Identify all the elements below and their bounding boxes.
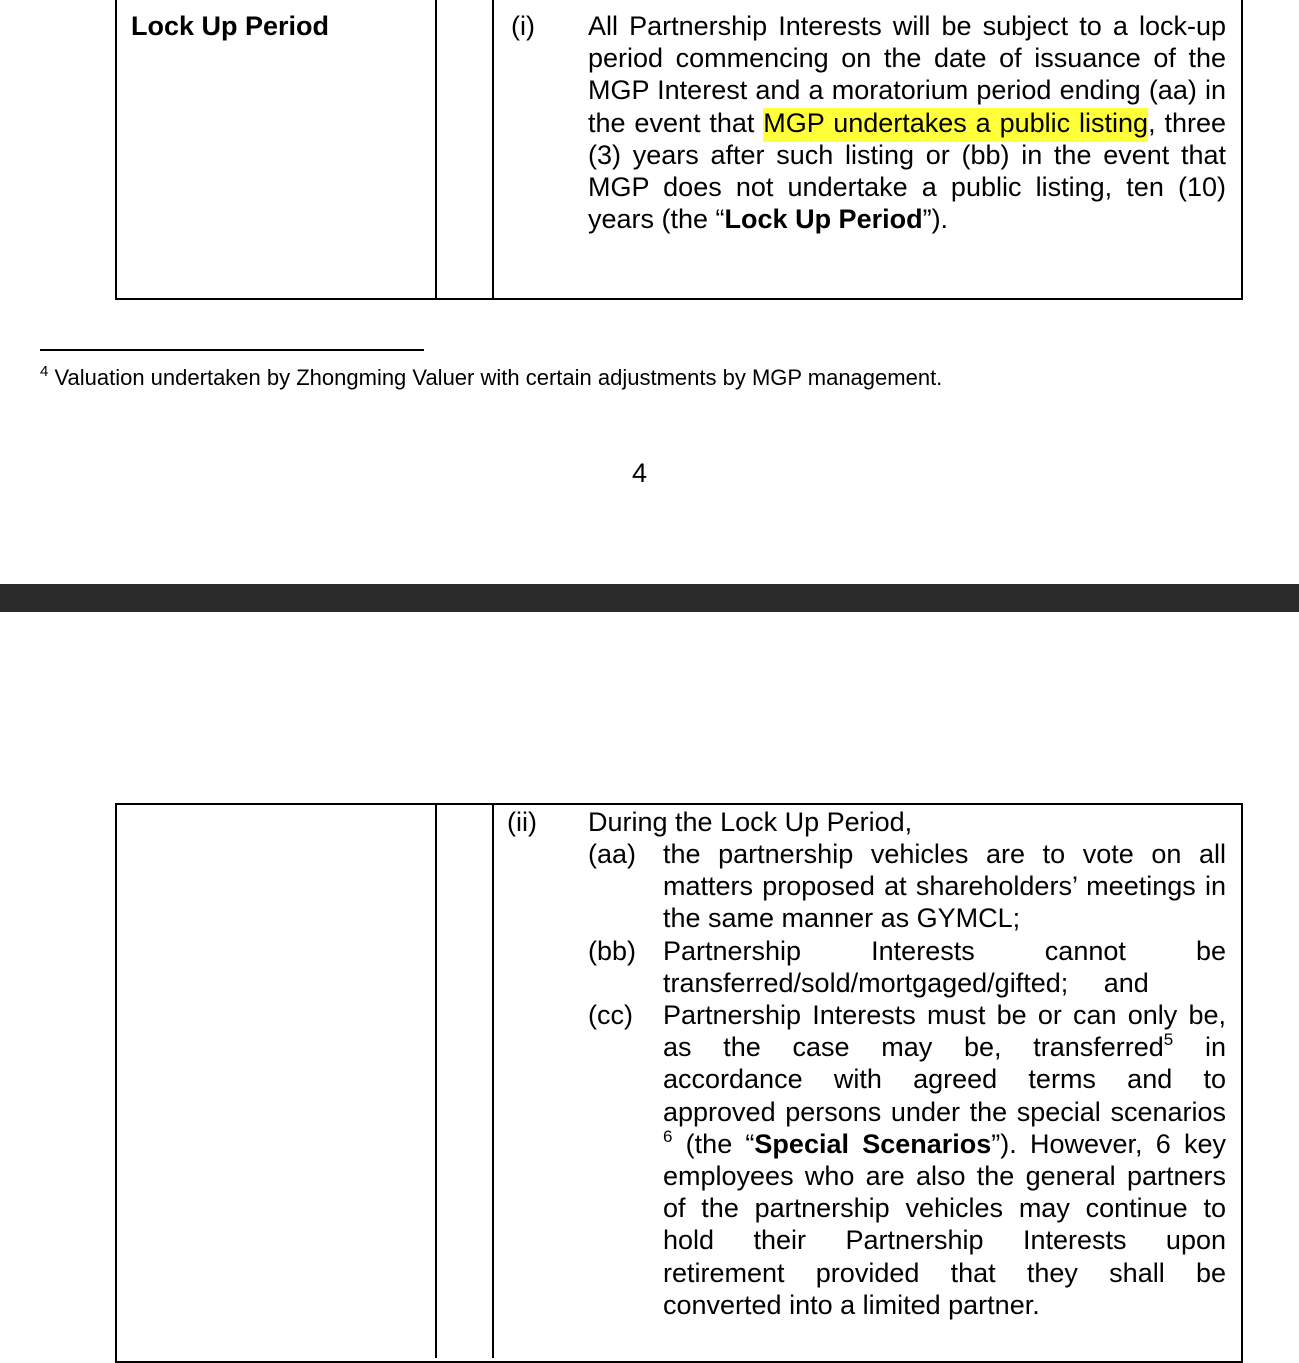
subitem-cc-text-part: ”). However, 6 key employees who are also the general partners of the partnership vehicles may continue to hold their Partnership Interests upon retirement provided that they shall be converted into a limited partner. <box>663 1128 1226 1320</box>
subitem-cc-text-part: in accordance with agreed terms and to approved persons under the special scenarios <box>663 1032 1226 1127</box>
page-number: 4 <box>632 458 648 488</box>
column-divider <box>492 0 494 300</box>
highlighted-text: MGP undertakes a public listing <box>763 108 1148 142</box>
footnote-separator <box>40 349 424 351</box>
subitem-cc-text <box>663 999 1226 1321</box>
defined-term: Special Scenarios <box>754 1128 992 1159</box>
subitem-label-aa: (aa) <box>588 839 637 869</box>
item-i-text-continued: , three (3) years after such listing or (bb) in the event that MGP does not undertake a public listing, ten (10) years (the “ <box>588 107 1226 235</box>
item-label-i: (i) <box>511 11 535 41</box>
footnote-text: Valuation undertaken by Zhongming Valuer with certain adjustments by MGP management. <box>54 365 943 390</box>
column-divider <box>435 803 437 1358</box>
page-separator <box>0 584 1299 612</box>
column-divider <box>492 803 494 1358</box>
subitem-cc-text-part: Partnership Interests must be or can only be, as the case may be, transferred <box>663 1000 1226 1063</box>
subitem-aa-text: the partnership vehicles are to vote on all matters proposed at shareholders’ meetings in the same manner as GYMCL; <box>663 839 1226 934</box>
row-heading: Lock Up Period <box>131 11 330 41</box>
item-i-text-end: ”). <box>922 204 949 235</box>
item-label-ii: (ii) <box>507 807 537 837</box>
footnote-number: 4 <box>40 363 49 380</box>
item-ii-intro: During the Lock Up Period, <box>588 807 913 837</box>
column-divider <box>435 0 437 300</box>
footnote-ref-6: 6 <box>663 1126 673 1146</box>
footnote-ref-5: 5 <box>1163 1030 1174 1050</box>
defined-term: Lock Up Period <box>724 204 923 235</box>
item-i-text: All Partnership Interests will be subject to a lock-up period commencing on the date of issuance of the MGP Interest and a moratorium period ending (aa) in the event that <box>588 11 1226 138</box>
footnote <box>40 364 1240 392</box>
item-i-paragraph <box>588 10 1226 235</box>
subitem-label-cc: (cc) <box>588 1000 633 1030</box>
subitem-bb-text: Partnership Interests cannot be transferred/sold/mortgaged/gifted; and <box>663 936 1226 999</box>
subitem-label-bb: (bb) <box>588 936 637 966</box>
subitem-cc-text-part: (the “ <box>672 1128 755 1159</box>
